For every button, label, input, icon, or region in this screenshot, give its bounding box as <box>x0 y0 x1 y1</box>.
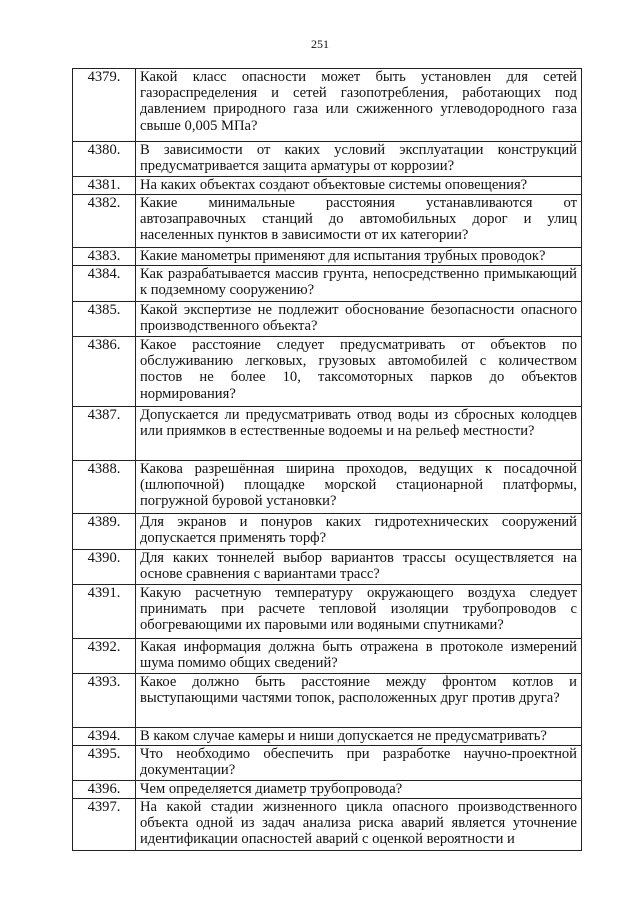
question-number: 4392. <box>73 639 136 674</box>
table-row <box>73 674 582 728</box>
question-text: На каких объектах создают объектовые системы оповещения? <box>136 177 582 195</box>
question-number: 4386. <box>73 337 136 407</box>
question-text: Какие манометры применяют для испытания трубных проводок? <box>136 248 582 266</box>
question-text: Как разрабатывается массив грунта, непосредственно примыкающий к подземному сооружению? <box>136 266 582 302</box>
question-text: Что необходимо обеспечить при разработке научно-проектной документации? <box>136 746 582 781</box>
question-text: В каком случае камеры и ниши допускается не предусматривать? <box>136 728 582 746</box>
question-text: Для каких тоннелей выбор вариантов трассы осуществляется на основе сравнения с вариантами трасс? <box>136 550 582 585</box>
question-text: Какая информация должна быть отражена в протоколе измерений шума помимо общих сведений? <box>136 639 582 674</box>
question-text: Какое расстояние следует предусматривать от объектов по обслуживанию легковых, грузовых автомобилей с количеством постов не более 10, таксомоторных парков до объектов нормирования? <box>136 337 582 407</box>
table-row <box>73 746 582 781</box>
table-row <box>73 142 582 177</box>
question-text: Какой экспертизе не подлежит обоснование безопасности опасного производственного объекта? <box>136 302 582 337</box>
table-row <box>73 585 582 639</box>
question-number: 4388. <box>73 461 136 514</box>
questions-table <box>72 68 582 851</box>
question-text: Какую расчетную температуру окружающего воздуха следует принимать при расчете тепловой изоляции трубопроводов с обогревающими их паровыми или водяными спутниками? <box>136 585 582 639</box>
table-row <box>73 337 582 407</box>
table-row <box>73 728 582 746</box>
question-number: 4380. <box>73 142 136 177</box>
question-text: Какие минимальные расстояния устанавливаются от автозаправочных станций до автомобильных дорог и улиц населенных пунктов в зависимости от их категории? <box>136 195 582 248</box>
question-number: 4394. <box>73 728 136 746</box>
question-text: Чем определяется диаметр трубопровода? <box>136 781 582 799</box>
question-number: 4385. <box>73 302 136 337</box>
table-row <box>73 781 582 799</box>
table-row <box>73 195 582 248</box>
question-text: На какой стадии жизненного цикла опасного производственного объекта одной из задач анализа риска аварий является уточнение идентификации опасностей аварий с оценкой вероятности и <box>136 799 582 851</box>
question-number: 4381. <box>73 177 136 195</box>
question-number: 4389. <box>73 514 136 550</box>
table-row <box>73 266 582 302</box>
table-row <box>73 248 582 266</box>
question-number: 4382. <box>73 195 136 248</box>
question-number: 4396. <box>73 781 136 799</box>
question-number: 4395. <box>73 746 136 781</box>
table-row <box>73 639 582 674</box>
question-number: 4397. <box>73 799 136 851</box>
table-row <box>73 550 582 585</box>
question-text: Какое должно быть расстояние между фронтом котлов и выступающими частями топок, расположенных друг против друга? <box>136 674 582 728</box>
question-number: 4383. <box>73 248 136 266</box>
question-text: В зависимости от каких условий эксплуатации конструкций предусматривается защита арматуры от коррозии? <box>136 142 582 177</box>
page-number: 251 <box>311 37 329 51</box>
question-text: Для экранов и понуров каких гидротехнических сооружений допускается применять торф? <box>136 514 582 550</box>
table-row <box>73 177 582 195</box>
table-row <box>73 69 582 142</box>
question-number: 4387. <box>73 407 136 461</box>
question-number: 4393. <box>73 674 136 728</box>
question-text: Какой класс опасности может быть установлен для сетей газораспределения и сетей газопотребления, работающих под давлением природного газа или сжиженного углеводородного газа свыше 0,005 МПа? <box>136 69 582 142</box>
question-number: 4391. <box>73 585 136 639</box>
table-row <box>73 799 582 851</box>
question-number: 4384. <box>73 266 136 302</box>
table-row <box>73 461 582 514</box>
table-row <box>73 407 582 461</box>
question-number: 4390. <box>73 550 136 585</box>
question-text: Какова разрешённая ширина проходов, ведущих к посадочной (шлюпочной) площадке морской стационарной платформы, погружной буровой установки? <box>136 461 582 514</box>
question-number: 4379. <box>73 69 136 142</box>
table-row <box>73 514 582 550</box>
question-text: Допускается ли предусматривать отвод воды из сбросных колодцев или приямков в естественные водоемы и на рельеф местности? <box>136 407 582 461</box>
table-row <box>73 302 582 337</box>
